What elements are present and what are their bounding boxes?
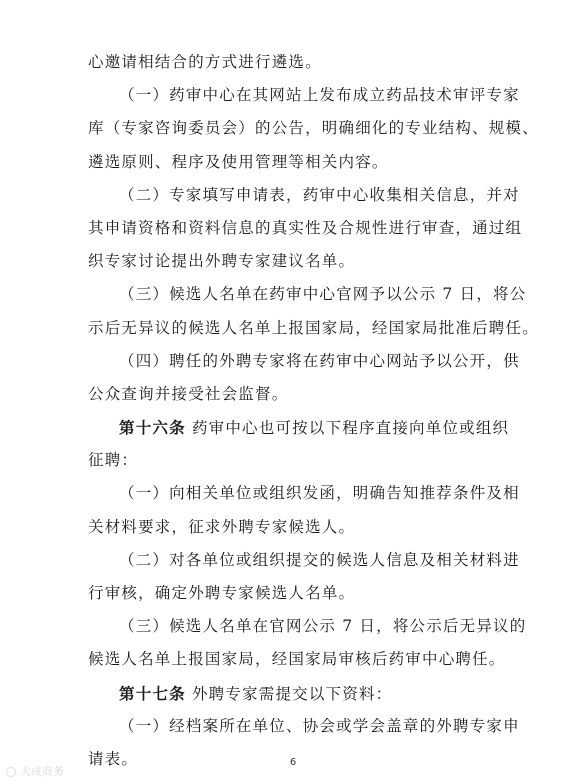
article-17-heading-line — [88, 677, 512, 710]
article-17-text: 外聘专家需提交以下资料： — [185, 684, 393, 703]
text-line: 行审核，确定外聘专家候选人名单。 — [88, 584, 356, 602]
paragraph-1-first-line: （一）药审中心在其网站上发布成立药品技术审评专家 — [119, 86, 520, 105]
paragraph-3-first-line: （三）候选人名单在药审中心官网予以公示 7 日，将公 — [119, 285, 527, 304]
page-number: 6 — [289, 757, 297, 768]
text-line: 其申请资格和资料信息的真实性及合规性进行审查，通过组 — [88, 218, 523, 237]
text-line: 公众查询并接受社会监督。 — [88, 384, 289, 403]
paragraph-7-first-line: （三）候选人名单在官网公示 7 日，将公示后无异议的 — [119, 617, 527, 636]
text-line: 遴选原则、程序及使用管理等相关内容。 — [88, 152, 389, 171]
article-16-heading-line — [88, 411, 512, 444]
watermark — [6, 764, 70, 780]
text-line: 示后无异议的候选人名单上报国家局，经国家局批准后聘任。 — [88, 318, 539, 337]
article-16-text: 药审中心也可按以下程序直接向单位或组织 — [185, 419, 510, 438]
article-16-label: 第十六条 — [119, 418, 186, 438]
text-line: 库（专家咨询委员会）的公告，明确细化的专业结构、规模、 — [88, 119, 539, 138]
text-line: 关材料要求，征求外聘专家候选人。 — [88, 517, 356, 536]
text-line: 织专家讨论提出外聘专家建议名单。 — [88, 252, 356, 271]
paragraph-5-first-line: （一）向相关单位或组织发函，明确告知推荐条件及相 — [119, 484, 520, 503]
text-line: 征聘： — [88, 451, 139, 470]
paragraph-4-first-line: （四）聘任的外聘专家将在药审中心网站予以公开，供 — [119, 351, 520, 370]
watermark-text: 大成商务 — [20, 765, 64, 778]
text-line: 请表。 — [88, 749, 139, 768]
paragraph-8-first-line: （一）经档案所在单位、协会或学会盖章的外聘专家申 — [119, 716, 520, 735]
document-body — [88, 46, 539, 776]
circle-logo-icon — [6, 767, 16, 777]
text-line: 心邀请相结合的方式进行遴选。 — [88, 53, 322, 71]
article-17-label: 第十七条 — [119, 683, 186, 703]
paragraph-2-first-line: （二）专家填写申请表，药审中心收集相关信息，并对 — [119, 185, 520, 204]
paragraph-6-first-line: （二）对各单位或组织提交的候选人信息及相关材料进 — [119, 550, 520, 569]
text-line: 候选人名单上报国家局，经国家局审核后药审中心聘任。 — [88, 650, 506, 669]
